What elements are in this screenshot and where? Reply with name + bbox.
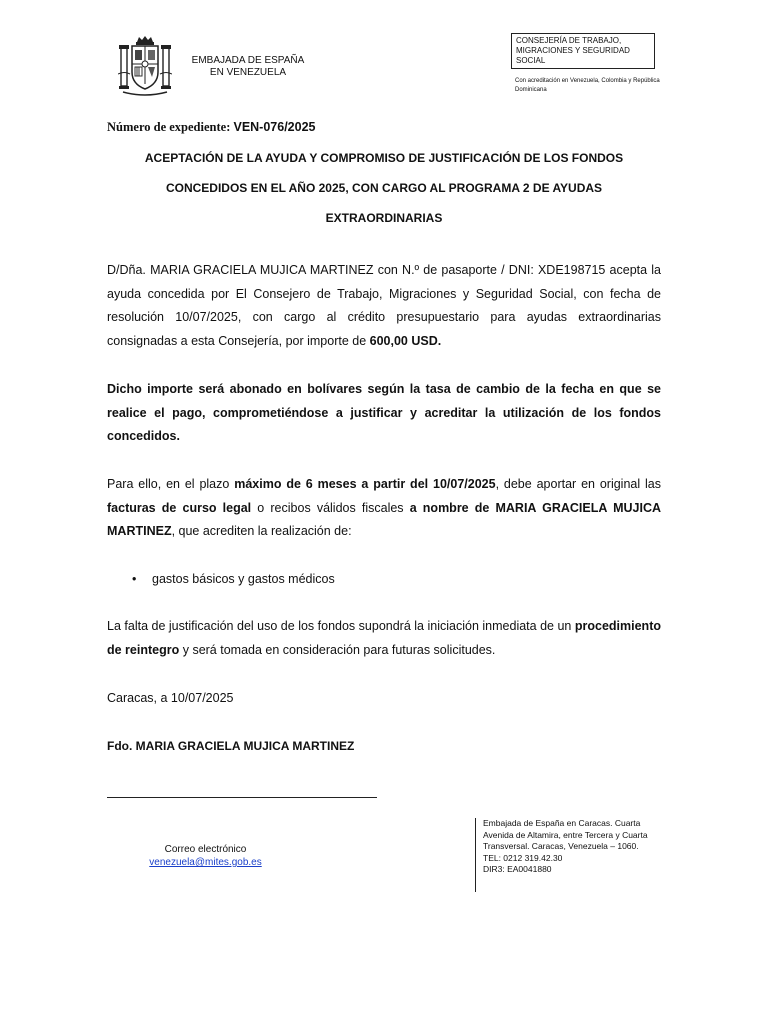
- list-item: [132, 568, 335, 591]
- p3-beneficiary: a nombre de MARIA GRACIELA MUJICA MARTINEZ: [107, 500, 662, 538]
- p3-s1: Para ello, en el plazo: [107, 477, 235, 491]
- address-text: Embajada de España en Caracas. Cuarta Avenida de Altamira, entre Tercera y Cuarta Transversal. Caracas, Venezuela – 1060.: [483, 818, 648, 851]
- p4-s1: La falta de justificación del uso de los fondos supondrá la iniciación inmediata de un: [107, 619, 575, 633]
- p3-deadline: máximo de 6 meses a partir del 10/07/2025: [234, 477, 496, 491]
- signature-rule: [107, 797, 377, 798]
- expediente-value: VEN-076/2025: [233, 120, 316, 134]
- signature-line: [107, 736, 354, 756]
- embassy-name-line1: EMBAJADA DE ESPAÑA: [191, 55, 305, 66]
- p4-procedure: procedimiento de reintegro: [107, 619, 661, 657]
- title-line3: EXTRAORDINARIAS: [325, 211, 443, 225]
- payment-paragraph: Dicho importe será abonado en bolívares según la tasa de cambio de la fecha en que se realice el pago, comprometiéndose a justificar y acreditar la utilización de los fondos concedidos.: [107, 382, 661, 443]
- expediente-number: [107, 120, 316, 135]
- acceptance-text: D/Dña. MARIA GRACIELA MUJICA MARTINEZ con N.º de pasaporte / DNI: XDE198715 acepta la ayuda concedida por El Consejero de Trabajo, Migraciones y Seguridad Social, con fecha de resolución 10/07/2025, con cargo al crédito presupuestario para ayudas extraordinarias consignadas a esta Consejería, por importe de: [107, 263, 661, 348]
- document-title: [100, 143, 668, 233]
- title-line2: CONCEDIDOS EN EL AÑO 2025, CON CARGO AL PROGRAMA 2 DE AYUDAS: [165, 181, 603, 195]
- signature-name: MARIA GRACIELA MUJICA MARTINEZ: [135, 739, 355, 753]
- signature-prefix: Fdo.: [107, 739, 136, 753]
- bullet-text: gastos básicos y gastos médicos: [152, 572, 335, 586]
- expediente-label: Número de expediente:: [107, 120, 234, 134]
- p3-invoices: facturas de curso legal: [107, 500, 252, 515]
- embassy-name: [178, 55, 318, 79]
- reimbursement-paragraph: [107, 615, 661, 662]
- p3-s5: o recibos válidos fiscales: [251, 500, 410, 515]
- dir3-code: DIR3: EA0041880: [483, 864, 552, 874]
- address-block: [475, 818, 668, 892]
- acceptance-paragraph: [107, 259, 661, 353]
- telephone: TEL: 0212 319.42.30: [483, 852, 563, 863]
- p4-s3: y será tomada en consideración para futuras solicitudes.: [179, 642, 496, 657]
- embassy-name-line2: EN VENEZUELA: [209, 67, 287, 78]
- place-date: Caracas, a 10/07/2025: [107, 691, 234, 705]
- ministry-box: CONSEJERÍA DE TRABAJO, MIGRACIONES Y SEGURIDAD SOCIAL: [511, 33, 655, 69]
- spain-coat-of-arms-icon: [118, 34, 172, 98]
- email-link[interactable]: venezuela@mites.gob.es: [149, 857, 262, 868]
- email-label: Correo electrónico: [164, 844, 247, 855]
- title-line1: ACEPTACIÓN DE LA AYUDA Y COMPROMISO DE JUSTIFICACIÓN DE LOS FONDOS: [144, 151, 624, 165]
- p3-s7: , que acrediten la realización de:: [171, 524, 352, 538]
- p3-s3: , debe aportar en original las: [495, 477, 661, 491]
- deadline-paragraph: [107, 473, 661, 544]
- email-block: [128, 843, 283, 869]
- accreditation-note: Con acreditación en Venezuela, Colombia y República Dominicana: [515, 78, 660, 93]
- bullet-marker: •: [132, 572, 137, 586]
- amount: 600,00 USD.: [369, 333, 442, 348]
